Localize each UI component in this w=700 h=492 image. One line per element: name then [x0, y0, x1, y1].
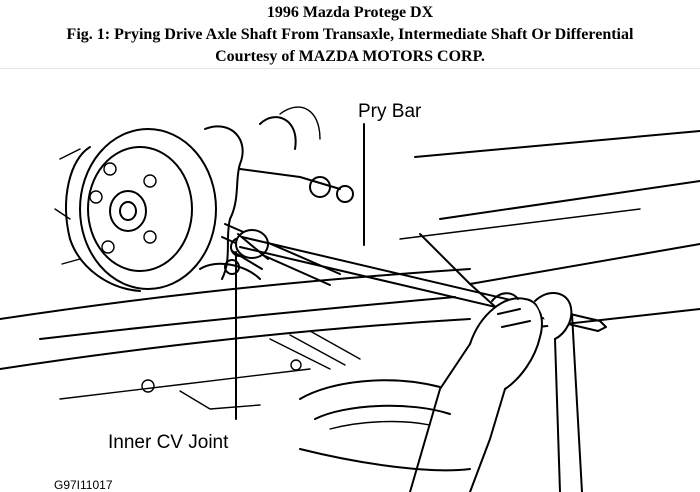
steering-knuckle	[200, 107, 353, 279]
inner-cv-joint-label: Inner CV Joint	[108, 432, 229, 453]
brake-rotor-hub	[55, 129, 216, 291]
figure-code: G97I11017	[54, 478, 113, 492]
document-header	[0, 0, 700, 68]
vehicle-title: 1996 Mazda Protege DX	[266, 4, 434, 21]
pry-bar-label: Pry Bar	[358, 101, 422, 122]
courtesy-line: Courtesy of MAZDA MOTORS CORP.	[215, 48, 485, 65]
technical-illustration	[0, 69, 700, 492]
drive-axle	[222, 224, 340, 285]
technician-hands	[410, 293, 582, 492]
illustration-svg	[0, 69, 700, 492]
figure-caption: Fig. 1: Prying Drive Axle Shaft From Transaxle, Intermediate Shaft Or Differential	[66, 26, 634, 43]
differential-housing	[300, 380, 470, 470]
